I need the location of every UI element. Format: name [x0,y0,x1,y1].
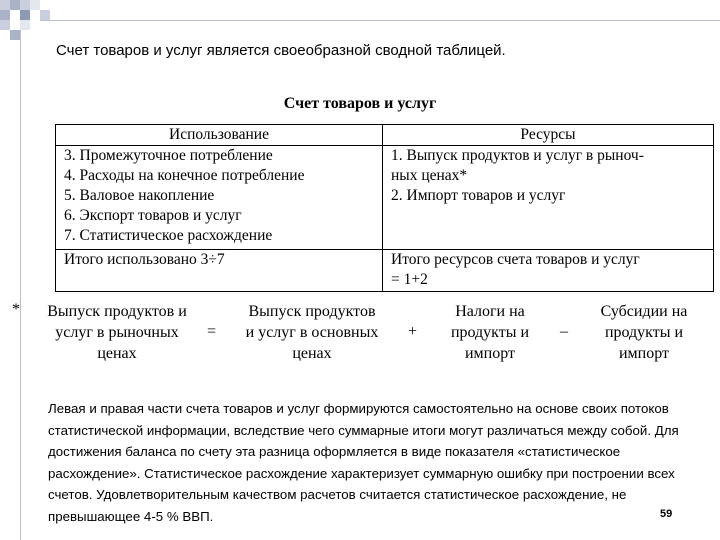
total-usage-cell [56,250,383,292]
footnote-formula [0,301,720,363]
intro-text: Счет товаров и услуг является своеобразной сводной таблицей. [56,42,506,59]
corner-squares-decoration [0,0,60,40]
term-line: импорт [464,345,516,362]
accounts-table [55,124,714,292]
resource-item: ных ценах* [391,167,468,184]
plus-sign: + [408,323,418,340]
page-number: 59 [660,508,673,520]
term-line: Выпуск продуктов [248,303,376,320]
minus-sign: – [560,323,568,340]
usage-item: 7. Статистическое расхождение [64,227,273,244]
resource-items-cell [383,146,714,250]
table-totals-row [56,250,714,292]
term-line: импорт [618,345,670,362]
total-resources-line1: Итого ресурсов счета товаров и услуг [391,251,640,268]
term-line: продукты и [450,324,530,341]
term-line: продукты и [604,324,684,341]
term-line: ценах [292,345,332,362]
total-resources-cell [383,250,714,292]
table-title: Счет товаров и услуг [283,95,437,112]
term-line: услуг в рыночных [55,324,179,341]
term-line: и услуг в основных [245,324,379,341]
total-resources-line2: = 1+2 [391,271,428,288]
formula-term-market-output [22,301,212,364]
equals-sign: = [207,323,217,340]
table-header-row [56,125,714,146]
term-line: Налоги на [455,303,525,320]
usage-items-cell [56,146,383,250]
usage-item: 4. Расходы на конечное потребление [64,167,305,184]
header-resources: Ресурсы [383,125,714,146]
formula-term-subsidies [576,301,712,364]
term-line: Субсидии на [600,303,688,320]
header-usage: Использование [56,125,383,146]
table-items-row [56,146,714,250]
term-line: ценах [97,345,137,362]
usage-item: 3. Промежуточное потребление [64,147,273,164]
footnote-star: * [12,301,20,318]
total-usage: Итого использовано 3÷7 [64,251,225,268]
resource-item: 1. Выпуск продуктов и услуг в рыноч- [391,147,644,164]
resource-item: 2. Импорт товаров и услуг [391,187,566,204]
decor-top-line [40,20,720,21]
usage-item: 6. Экспорт товаров и услуг [64,207,242,224]
usage-item: 5. Валовое накопление [64,187,215,204]
formula-term-taxes [420,301,560,364]
term-line: Выпуск продуктов и [47,303,187,320]
formula-term-basic-output [222,301,402,364]
explanation-paragraph: Левая и правая части счета товаров и услуг формируются самостоятельно на основе своих потоков статистической информации, вследствие чего суммарные итоги могут различаться между собой. Для достижения баланса по счету эта разница оформляется в виде показателя «статистическое расхождение». Статистическое расхождение характеризует суммарную ошибку при построении всех счетов. Удовлетворительным качеством расчетов считается статистическое расхождение, не превышающее 4-5 % ВВП. [48,401,679,524]
